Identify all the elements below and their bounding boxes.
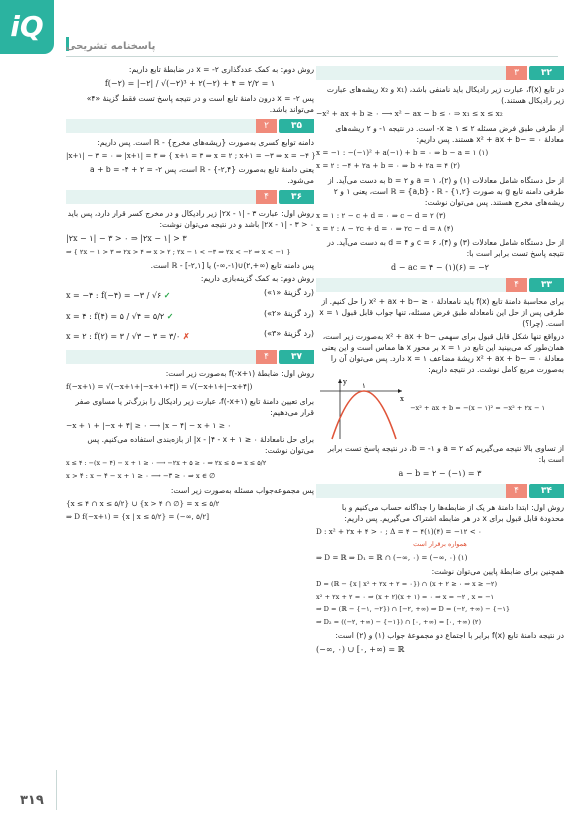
option3-label: (رد گزینهٔ «۳») (264, 329, 314, 339)
tick-label-1: ۱ (362, 382, 366, 391)
q37-formula2: −x + ۱ + |−x + ۴| ≥ ۰ ⟶ |x − ۴| − x + ۱ ≥ ۰ (66, 420, 232, 430)
q37-formula6: ⇒ D f(−x+۱) = {x | x ≤ ۵/۲} = (−∞, ۵/۲] (66, 511, 210, 521)
q37-line1: روش اول: ضابطهٔ (x+۱-)f به‌صورت زیر است: (165, 368, 314, 378)
question-header-34 (316, 484, 564, 498)
q37-line2: برای تعیین دامنهٔ تابع (x+۱-)f، عبارت زیر رادیکال را بزرگ‌تر یا مساوی صفر قرار می‌دهیم: (75, 396, 314, 417)
question-header-37 (66, 350, 314, 364)
answer-badge: ۴ (506, 278, 527, 292)
q32-formula1: −x² + ax + b ≥ ۰ ⟶ x² − ax − b ≤ ۰ ⇒ x₁ ≤ x ≤ x₂ (316, 109, 503, 118)
left-column (66, 62, 314, 525)
q34-formula7: (−∞, ۰) ∪ [۰, +∞) = ℝ (316, 645, 405, 655)
q34-formula2: ⇒ D = ℝ ⇒ D₁ = ℝ ∩ (−∞, ۰) = (−∞, ۰) (۱) (316, 552, 468, 562)
q32-line3: از حل دستگاه شامل معادلات (۱) و (۲)، ۱ = a و ۲ = b به دست می‌آید. از طرفی دامنه تابع g به صورت {۱,۲} - ℝ = {a,b} - ℝ است، یعنی ۱ و ۲ ریشه‌های مخرج هستند. پس می‌توان نوشت: (327, 175, 564, 207)
q34-formula1: D : x² + ۲x + ۴ > ۰ ; Δ = ۴ − ۴(۱)(۴) = −۱۲ < ۰ (316, 526, 482, 536)
brand-logo: iQ (0, 0, 54, 54)
page-header-title: پاسخنامه تشریحی (66, 41, 156, 52)
parabola-curve (332, 391, 396, 439)
q32-formula3: x = ۲ : −۴ + ۲a + b = ۰ ⇒ b + ۲a = ۴ (۲) (316, 161, 460, 171)
question-number: ۳۲ (529, 66, 564, 80)
answer-badge: ۴ (256, 350, 277, 364)
option1-label: (رد گزینهٔ «۱») (264, 288, 314, 298)
q33-line1: برای محاسبهٔ دامنهٔ تابع f(x) باید نامعادلهٔ ۰ ≤ −x² + ax + b را حل کنیم. از طرفی پس از حل این نامعادله طبق فرض مسئله، تنها جواب قابل قبول x = ۱ است. (چرا؟) (319, 297, 564, 329)
q36-option1-row (66, 287, 314, 305)
question-number: ۳۳ (529, 278, 564, 292)
q37-formula3: x ≤ ۴ : −(x − ۴) − x + ۱ ≥ ۰ ⟶ −۲x + ۵ ≥ ۰ ⇒ ۲x ≤ ۵ ⇒ x ≤ ۵/۲ (66, 459, 267, 468)
answer-badge: ۴ (506, 484, 527, 498)
option2-label: (رد گزینهٔ «۲») (264, 308, 314, 318)
page-number: ۳۱۹ (20, 793, 44, 808)
q32-line1: در تابع f(x)، عبارت زیر رادیکال باید نامنفی باشد، (x₁ و x₂ ریشه‌های عبارت زیر رادیکال هستند.) (326, 85, 564, 105)
question-header-33 (316, 278, 564, 292)
q32-formula5: x = ۲ : ۸ − ۲c + d = ۰ ⇒ ۲c − d = ۸ (۴) (316, 224, 454, 234)
q34-formula3: D = (ℝ − {x | x² + ۲x + ۲ = ۰}) ∩ (x + ۲ ≥ ۰ ⇒ x ≥ −۲) (316, 579, 498, 588)
x-axis-arrow (398, 389, 402, 393)
header-band (316, 278, 506, 292)
q33-line2: درواقع تنها شکل قابل قبول برای سهمی −x² + ax + b به‌صورت زیر است، همان‌طور که می‌بینید این تابع در x = ۱ بر محور x ها مماس است و این یعنی معادلهٔ ۰ = −x² + ax + b ریشهٔ مضاعف x = ۱ دارد. پس می‌توان آن را به‌صورت مربع کامل نوشت. در نتیجه داریم: (321, 332, 564, 375)
answer-badge: ۴ (256, 190, 277, 204)
q33-formula1: −x² + ax + b = −(x − ۱)² = −x² + ۲x − ۱ (410, 404, 546, 413)
q34-method2-formula: f(−۲) = |−۲| / √(−۲)³ + ۲(−۲) + ۴ = ۲/۲ = ۱ (104, 79, 276, 88)
question-header-36 (66, 190, 314, 204)
header-band (66, 190, 256, 204)
q33-graph-row (316, 377, 564, 441)
header-band (66, 119, 256, 133)
q33-line3: از تساوی بالا نتیجه می‌گیریم که ۲ = a و ۱- = b، در نتیجه پاسخ تست برابر است با: (327, 444, 564, 465)
q34-line2: همچنین برای ضابطهٔ پایین می‌توان نوشت: (431, 566, 564, 576)
parabola-graph (316, 377, 406, 441)
question-number: ۳۶ (279, 190, 314, 204)
option3-formula: x = ۲ : f(۲) = ۳ / √۳ − ۳ = ۳/۰ ✗ (66, 331, 190, 342)
q37-formula5: {x ≤ ۴ ∩ x ≤ ۵/۲} ∪ {x > ۴ ∩ ∅} = x ≤ ۵/۲ (66, 498, 220, 508)
question-header-35 (66, 119, 314, 133)
q36-formula2: ⇒ { ۲x − ۱ > ۳ ⇒ ۲x > ۴ ⇒ x > ۲ ; ۲x − ۱ < −۳ ⇒ ۲x < −۲ ⇒ x < −۱ } (66, 247, 291, 256)
option1-formula: x = −۴ : f(−۴) = −۳ / √۶ ✓ (66, 290, 171, 301)
answer-badge: ۳ (506, 66, 527, 80)
q35-formula1: |x+۱| − ۳ = ۰ ⇒ |x+۱| = ۳ ⇒ { x+۱ = ۳ ⇒ x = ۲ ; x+۱ = −۳ ⇒ x = −۴ } (66, 150, 316, 160)
q34-method2-intro: روش دوم: به کمک عددگذاری ۲- = x در ضابطهٔ تابع داریم: (128, 65, 314, 74)
q32-formula2: x = −۱ : −(−۱)² + a(−۱) + b = ۰ ⇒ b − a = ۱ (۱) (316, 147, 489, 157)
q34-method2-conclusion: پس ۲- = x درون دامنهٔ تابع است و در نتیجه پاسخ تست فقط گزینهٔ «۴» می‌تواند باشد. (86, 93, 314, 114)
q34-formula4: x² + ۲x + ۲ = ۰ ⇒ (x + ۲)(x + ۱) = ۰ ⇒ x = −۲ , x = −۱ (316, 592, 495, 601)
q37-line3: برای حل نامعادلهٔ ۰ ≤ ۱ + x - |۴ - x| از بازه‌بندی استفاده می‌کنیم. پس می‌توان نوشت: (87, 435, 314, 456)
header-band (316, 484, 506, 498)
question-number: ۳۴ (529, 484, 564, 498)
q36-option3-row (66, 328, 314, 346)
q34-line3: در نتیجه دامنهٔ تابع f(x) برابر با اجتماع دو مجموعهٔ جواب (۱) و (۲) است: (335, 631, 564, 641)
q36-line3: روش دوم: به کمک گزینه‌بازی داریم: (200, 274, 314, 284)
q34-line1: روش اول: ابتدا دامنهٔ هر یک از ضابطه‌ها را جداگانه حساب می‌کنیم و با محدودهٔ قابل قبول برای x در هر ضابطه اشتراک می‌گیریم. پس داریم: (341, 502, 564, 523)
question-number: ۳۷ (279, 350, 314, 364)
question-number: ۳۵ (279, 119, 314, 133)
q32-line4: از حل دستگاه شامل معادلات (۳) و (۴)، ۶ = c و ۴ = d به دست می‌آید. در نتیجه پاسخ تست برابر است با: (327, 238, 564, 259)
q36-line1: روش اول: عبارت ۳ - |۲x - ۱| زیر رادیکال و در مخرج کسر قرار دارد، پس باید ۰ < ۳ - |۲x - ۱| باشد و در نتیجه می‌توان نوشت: (67, 209, 314, 230)
footer-divider (56, 770, 57, 810)
q37-formula4: x > ۴ : x − ۴ − x + ۱ ≥ ۰ ⟶ −۳ ≥ ۰ ⇒ x ∈ ∅ (66, 471, 215, 480)
header-band (66, 350, 256, 364)
q37-line4: پس مجموعه‌جواب مسئله به‌صورت زیر است: (170, 485, 314, 495)
y-axis-arrow (338, 379, 342, 383)
q34-formula5: ⇒ D = (ℝ − {−۱, −۲}) ∩ [−۲, +∞) ⇒ D = (−۲, +∞) − {−۱} (316, 605, 511, 614)
q32-formula4: x = ۱ : ۲ − c + d = ۰ ⇒ c − d = ۲ (۳) (316, 210, 446, 220)
header-band (316, 66, 506, 80)
answer-badge: ۲ (256, 119, 277, 133)
q37-formula1: f(−x+۱) = √(−x+۱+|−x+۱+۳|) = √(−x+۱+|−x+۴|) (66, 381, 253, 391)
x-axis-label: x (400, 395, 404, 404)
q32-line2: از طرفی طبق فرض مسئله ۲ ≥ x ≥ ۱- است. در نتیجه ۱- و ۲ ریشه‌های معادلهٔ ۰ = −x² + ax + b هستند. پس داریم: (335, 123, 564, 144)
right-column (316, 62, 564, 659)
q33-formula2: a − b = ۲ − (−۱) = ۳ (398, 469, 482, 479)
q36-line2: پس دامنه تابع (∞+,۲)∪(۱-,∞-) یا [۲,۱-] - ℝ است. (150, 261, 314, 271)
question-header-32 (316, 66, 564, 80)
y-axis-label: y (343, 378, 347, 387)
q36-formula1: |۲x − ۱| − ۳ > ۰ ⇒ |۲x − ۱| > ۳ (66, 234, 187, 244)
q35-line1: دامنه توابع کسری به‌صورت {ریشه‌های مخرج} - ℝ است. پس داریم: (97, 137, 314, 147)
q32-formula6: d − ac = ۴ − (۱)(۶) = −۲ (391, 263, 489, 273)
option2-formula: x = ۴ : f(۴) = ۵ / √۴ = ۵/۲ ✓ (66, 310, 174, 321)
header-divider (66, 56, 558, 57)
q35-line2: یعنی دامنهٔ تابع به‌صورت {۲,۴-} - ℝ است، پس ۲- = ۲ + ۴- = a + b می‌شود. (90, 165, 314, 186)
q34-formula6: ⇒ D₂ = ((−۲, +∞) − {−۱}) ∩ [۰, +∞) = [۰, +∞) (۲) (316, 617, 482, 626)
q34-note: همواره برقرار است (413, 540, 467, 549)
q36-option2-row (66, 308, 314, 326)
